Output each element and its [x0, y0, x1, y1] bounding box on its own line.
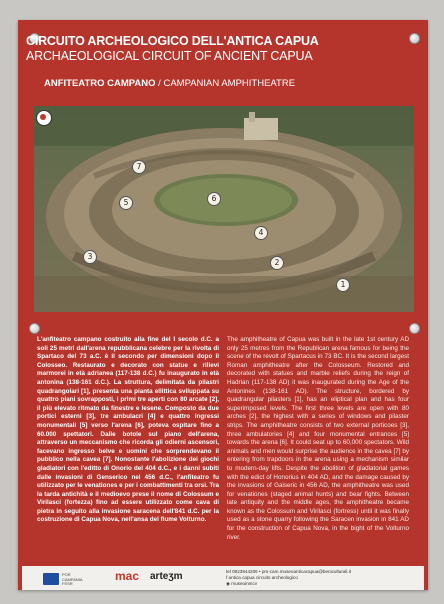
- description-italian: L'anfiteatro campano costruito alla fine del I secolo d.C. a soli 25 metri dall'arena repubblicana celebre per la rivolta di Spartaco del 73 a.C. è il secondo per dimensioni dopo il Colosseo. Restaurato e decorato con statue e rilievi marmorei in età adrianea (117-138 d.C.) fu inaugurato in età antonina (138-161 d.C.). La struttura, delimitata da pilastri quadrangolari [1], presenta una pianta ellittica sviluppata su quattro piani sovrapposti, i primi tre aperti con 80 arcate [2], il più elevato ritmato da finestre e lesene. Composto da due portici esterni [3], tre ambulacri [4] e quattro ingressi monumentali [5] verso l'arena [6], poteva ospitare fino a 60.000 spettatori. Dalle botole sul piano dell'arena, attraverso un meccanismo che ricorda gli odierni ascensori, facevano ingresso belve e uomini che sorprendevano il pubblico nella cavea [7]. Nonostante l'abolizione dei giochi gladiatori con l'editto di Onorio del 404 d.C., e i danni subiti dalle invasioni di Genserico nel 456 d.C., l'anfiteatro fu utilizzato per le venationes e per i combattimenti tra orsi. Tra la tarda antichità e il medioevo prese il nome di Colossum e Virilasci (fortezza) fino ad essere utilizzato come cava di pietra in seguito alla invasione saracena dell'841 d.C. per la costruzione di Capua Nova, nell'ansa del fiume Volturno.: [37, 336, 219, 524]
- aerial-photo-drawing: [34, 106, 414, 312]
- subtitle-separator: /: [155, 78, 164, 89]
- photo-label-7: 7: [132, 160, 146, 174]
- photo-label-5: 5: [119, 196, 133, 210]
- photo-label-4: 4: [254, 226, 268, 240]
- subtitle-english: CAMPANIAN AMPHITHEATRE: [163, 78, 296, 89]
- subtitle-italian: ANFITEATRO CAMPANO: [44, 78, 156, 89]
- photo-label-2: 2: [270, 256, 284, 270]
- bolt-icon: [409, 33, 420, 44]
- mac-logo: mac: [115, 569, 140, 583]
- bolt-icon: [409, 323, 420, 334]
- compass-icon: [36, 110, 52, 126]
- panel-title: [26, 34, 406, 64]
- amphitheatre-aerial-photo: [34, 106, 414, 312]
- contact-phone-email: tel 0823844206 • pm-cam.museoanticacapua@beniculturali.it: [226, 569, 352, 574]
- title-english: ARCHAEOLOGICAL CIRCUIT OF ANCIENT CAPUA: [26, 49, 313, 63]
- photo-label-6: 6: [207, 192, 221, 206]
- photo-label-3: 3: [83, 250, 97, 264]
- title-italian: CIRCUITO ARCHEOLOGICO DELL'ANTICA CAPUA: [26, 34, 319, 48]
- contact-facebook: f antica capua circuito archeologico: [226, 575, 298, 580]
- bolt-icon: [29, 323, 40, 334]
- panel-subtitle: [44, 78, 404, 89]
- description-english: The amphitheatre of Capua was built in the late 1st century AD only 25 metres from the Republican arena famous for being the scene of the revolt of Spartacus in 73 BC. It is the second largest Roman amphitheatre after the Colosseum. Restored and decorated with statues and marble reliefs during the reign of Hadrian (117-138 AD) it was inaugurated during the Age of the Antonines (138-161 AD). The structure, bordered by quadrangular pilasters [1], has an eliptical plan and has four superimposed levels. The first three levels are open with 80 arches [2], the highest with a series of windows and pilaster strips. The amphitheatre consists of two external porticoes [3], three ambulatories [4] and four monumental entrances [5] towards the arena [6]. It could seat up to 60,000 spectators. Wild animals and men would surprise the audience in the cavea [7] by entering from trapdoors in the arena using a mechanism similar to modern-day lifts. Despite the abolition of gladiatorial games with the edict of Honorius in 404 AD, and the damage caused by the invasions of Gaiseric in 456 AD, the amphitheatre was used for venationes (staged animal hunts) and bear fights. Between late antiquity and the middle ages, the amphitheatre became known as the Colossum and Virilasci (fortress) until it was finally used as a stone quarry following the Saracen invasion in 841 AD for the construction of Capua Nova, in the bight of the Volturno river.: [227, 336, 409, 541]
- arte-logo: arteʒm: [150, 571, 183, 582]
- eu-flag-icon: [43, 573, 59, 585]
- contact-instagram: ◉ museoinmcv: [226, 581, 258, 586]
- photo-label-1: 1: [336, 278, 350, 292]
- eu-logo-text: POR CAMPANIA FESR: [62, 572, 83, 586]
- contacts-block: [226, 569, 416, 587]
